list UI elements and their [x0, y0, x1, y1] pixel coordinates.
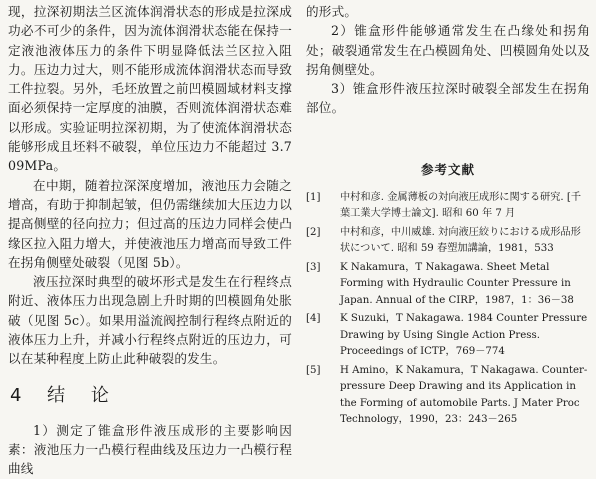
reference-item	[306, 225, 590, 258]
reference-text: 中村和彦，中川威雄. 対向液圧絞りにおける成形品形状について. 昭和 59 春塑加講論，1981，533	[340, 226, 581, 255]
conclusion-continuation: 的形式。	[306, 4, 358, 19]
references-title: 参考文献	[420, 161, 475, 177]
reference-item	[306, 311, 590, 361]
left-column	[8, 2, 292, 479]
body-paragraph-1: 现，拉深初期法兰区流体润滑状态的形成是拉深成功必不可少的条件，因为流体润滑状态能在保持一定液池液体压力的条件下明显降低法兰区拉入阻力。压边力过大，则不能形成流体润滑状态而导致工件拉裂。另外，毛坯放置之前凹模圆域材料支撑面必须保持一定厚度的油膜，否则流体润滑状态难以形成。实验证明拉深初期，为了使流体润滑状态能够形成且坯料不破裂，单位压边力不能超过 3.709MPa。	[8, 4, 292, 174]
reference-text: K Nakamura，T Nakagawa. Sheet Metal Forming with Hydraulic Counter Pressure in Japan. Annual of the CIRP，1987，1：36－38	[340, 261, 574, 306]
right-column	[306, 2, 590, 431]
reference-item	[306, 363, 590, 429]
reference-number: [5]	[306, 364, 321, 376]
reference-number: [1]	[306, 191, 321, 203]
conclusion-item-3: 3）锥盒形件液压拉深时破裂全部发生在拐角部位。	[306, 81, 590, 116]
reference-text: 中村和彦. 金属薄板の対向液圧成形に関する研究. [千葉工業大学博士論文]. 昭和 60 年 7 月	[340, 191, 582, 220]
reference-text: K Suzuki，T Nakagawa. 1984 Counter Pressure Drawing by Using Single Action Press. Proceedings of ICTP，769－774	[340, 313, 588, 358]
reference-number: [3]	[306, 261, 321, 273]
reference-text: H Amino，K Nakamura，T Nakagawa. Counter-pressure Deep Drawing and its Application in the Forming of automobile Parts. J Mater Proc Technology，1990，23：243－265	[340, 364, 588, 426]
reference-item	[306, 260, 590, 310]
conclusion-item-1: 1）测定了锥盒形件液压成形的主要影响因素：液池压力一凸模行程曲线及压边力一凸模行程曲线	[8, 422, 292, 477]
reference-number: [4]	[306, 313, 321, 325]
reference-number: [2]	[306, 226, 321, 238]
section-heading-conclusion: 4 结 论	[10, 384, 119, 406]
conclusion-item-2: 2）锥盒形件能够通常发生在凸缘处和拐角处；破裂通常发生在凸模圆角处、凹模圆角处以及拐角侧壁处。	[306, 23, 590, 77]
body-paragraph-3: 液压拉深时典型的破坏形式是发生在行程终点附近、液体压力出现急剧上升时期的凹模圆角处胀破（见图 5c）。如果用溢流阀控制行程终点附近的液体压力上升，并减小行程终点附近的压边力，可以在某种程度上防止此种破裂的发生。	[8, 274, 292, 367]
body-paragraph-2: 在中期，随着拉深深度增加，液池压力会随之增高，有助于抑制起皱，但仍需继续加大压边力以提高侧壁的径向拉力；但过高的压边力同样会使凸缘区拉入阻力增大，并使液池压力增高而导致工件在拐角侧壁处破裂（见图 5b）。	[8, 177, 292, 270]
reference-item	[306, 190, 590, 223]
